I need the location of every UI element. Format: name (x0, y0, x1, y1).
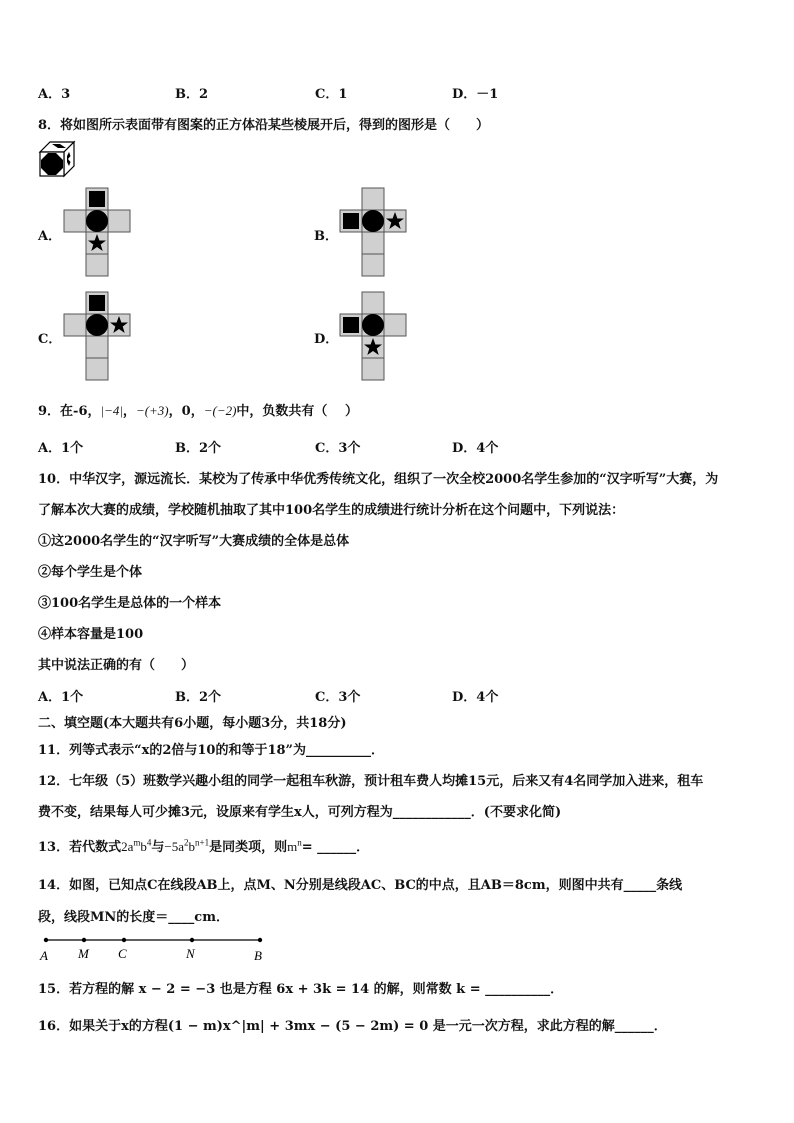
q9-item-3: 0 (181, 404, 191, 419)
q7-option-a: A．3 (38, 87, 71, 102)
q13-text (38, 836, 369, 855)
point-c (122, 938, 126, 942)
q9-option-a: A．1个 (38, 441, 84, 456)
q12-line-2: 费不变，结果每人可少摊3元，设原来有学生x人，可列方程为____________．(不要求化简) (38, 805, 562, 820)
q15-text: 15．若方程的解 x − 2 = −3 也是方程 6x + 3k = 14 的解，则常数 k = __________． (38, 982, 564, 997)
net-a (62, 187, 134, 279)
q10-statement-3: ③100名学生是总体的一个样本 (38, 596, 222, 611)
q8-label-b: B． (314, 229, 338, 244)
q10-line-1: 10．中华汉字，源远流长．某校为了传承中华优秀传统文化，组织了一次全校2000名学生参加的“汉字听写”大赛，为 (38, 472, 719, 487)
q9-suffix: 中，负数共有（ ） (236, 404, 358, 419)
q13-expr-1: $2a^mb^4$ (121, 837, 152, 854)
q13-expr-2: $-5a^2b^{n+1}$ (164, 837, 210, 854)
q10-statement-4: ④样本容量是100 (38, 627, 144, 642)
net-d (338, 291, 410, 383)
label-a: A (40, 948, 48, 963)
net-c (62, 291, 134, 383)
q9-option-b: B．2个 (175, 441, 222, 456)
q13-suffix: = ______． (301, 840, 370, 855)
q7-option-d: D．－1 (452, 87, 499, 102)
q9-item-1: |−4| (100, 403, 123, 418)
q7-option-c: C．1 (315, 87, 348, 102)
q9-prefix: 9．在-6， (38, 404, 101, 419)
q12-line-1: 12．七年级（5）班数学兴趣小组的同学一起租车秋游，预计租车费人均摊15元，后来又有4名同学加入进来，租车 (38, 774, 704, 789)
q8-label-d: D． (314, 332, 339, 347)
q8-label-a: A． (38, 229, 62, 244)
label-b: B (254, 948, 262, 963)
q14-line-1: 14．如图，已知点C在线段AB上，点M、N分别是线段AC、BC的中点，且AB＝8cm，则图中共有_____条线 (38, 878, 683, 893)
q10-option-d: D．4个 (452, 690, 499, 705)
q10-statement-2: ②每个学生是个体 (38, 565, 143, 580)
point-n (190, 938, 194, 942)
point-m (82, 938, 86, 942)
q9-option-c: C．3个 (315, 441, 361, 456)
q11-text: 11．列等式表示“x的2倍与10的和等于18”为__________． (38, 743, 385, 758)
q13-mid-2: 是同类项，则 (209, 840, 288, 855)
q10-option-c: C．3个 (315, 690, 361, 705)
label-m: M (78, 946, 89, 961)
q7-option-b: B．2 (175, 87, 209, 102)
point-a (44, 938, 48, 942)
cube-figure (38, 140, 78, 178)
segment-figure (36, 932, 276, 966)
q9-option-d: D．4个 (452, 441, 499, 456)
section-2-heading: 二、填空题(本大题共有6小题，每小题3分，共18分) (38, 716, 347, 731)
q9-text: 9．在-6，|−4|，−(+3)，0，−(−2)中，负数共有（ ） (38, 403, 358, 419)
point-b (258, 938, 262, 942)
q10-option-a: A．1个 (38, 690, 84, 705)
q9-item-4: −(−2) (203, 403, 237, 418)
net-b (338, 187, 410, 279)
q10-ask: 其中说法正确的有（ ） (38, 658, 195, 673)
q9-item-2: −(+3) (135, 403, 169, 418)
q8-label-c: C． (38, 332, 62, 347)
q10-line-2: 了解本次大赛的成绩，学校随机抽取了其中100名学生的成绩进行统计分析在这个问题中，下列说法： (38, 503, 625, 518)
q13-expr-3: $m^n$ (287, 837, 302, 854)
q10-option-b: B．2个 (175, 690, 222, 705)
q14-line-2: 段，线段MN的长度＝____cm． (38, 910, 229, 925)
q13-mid: 与 (151, 840, 165, 855)
q8-text: 8．将如图所示表面带有图案的正方体沿某些棱展开后，得到的图形是（ ） (38, 118, 490, 133)
q10-statement-1: ①这2000名学生的“汉字听写”大赛成绩的全体是总体 (38, 534, 350, 549)
q13-prefix: 13．若代数式 (38, 840, 122, 855)
label-n: N (186, 946, 195, 961)
label-c: C (118, 946, 127, 961)
q16-text: 16．如果关于x的方程(1 − m)x^|m| + 3mx − (5 − 2m) = 0 是一元一次方程，求此方程的解______． (38, 1019, 667, 1034)
